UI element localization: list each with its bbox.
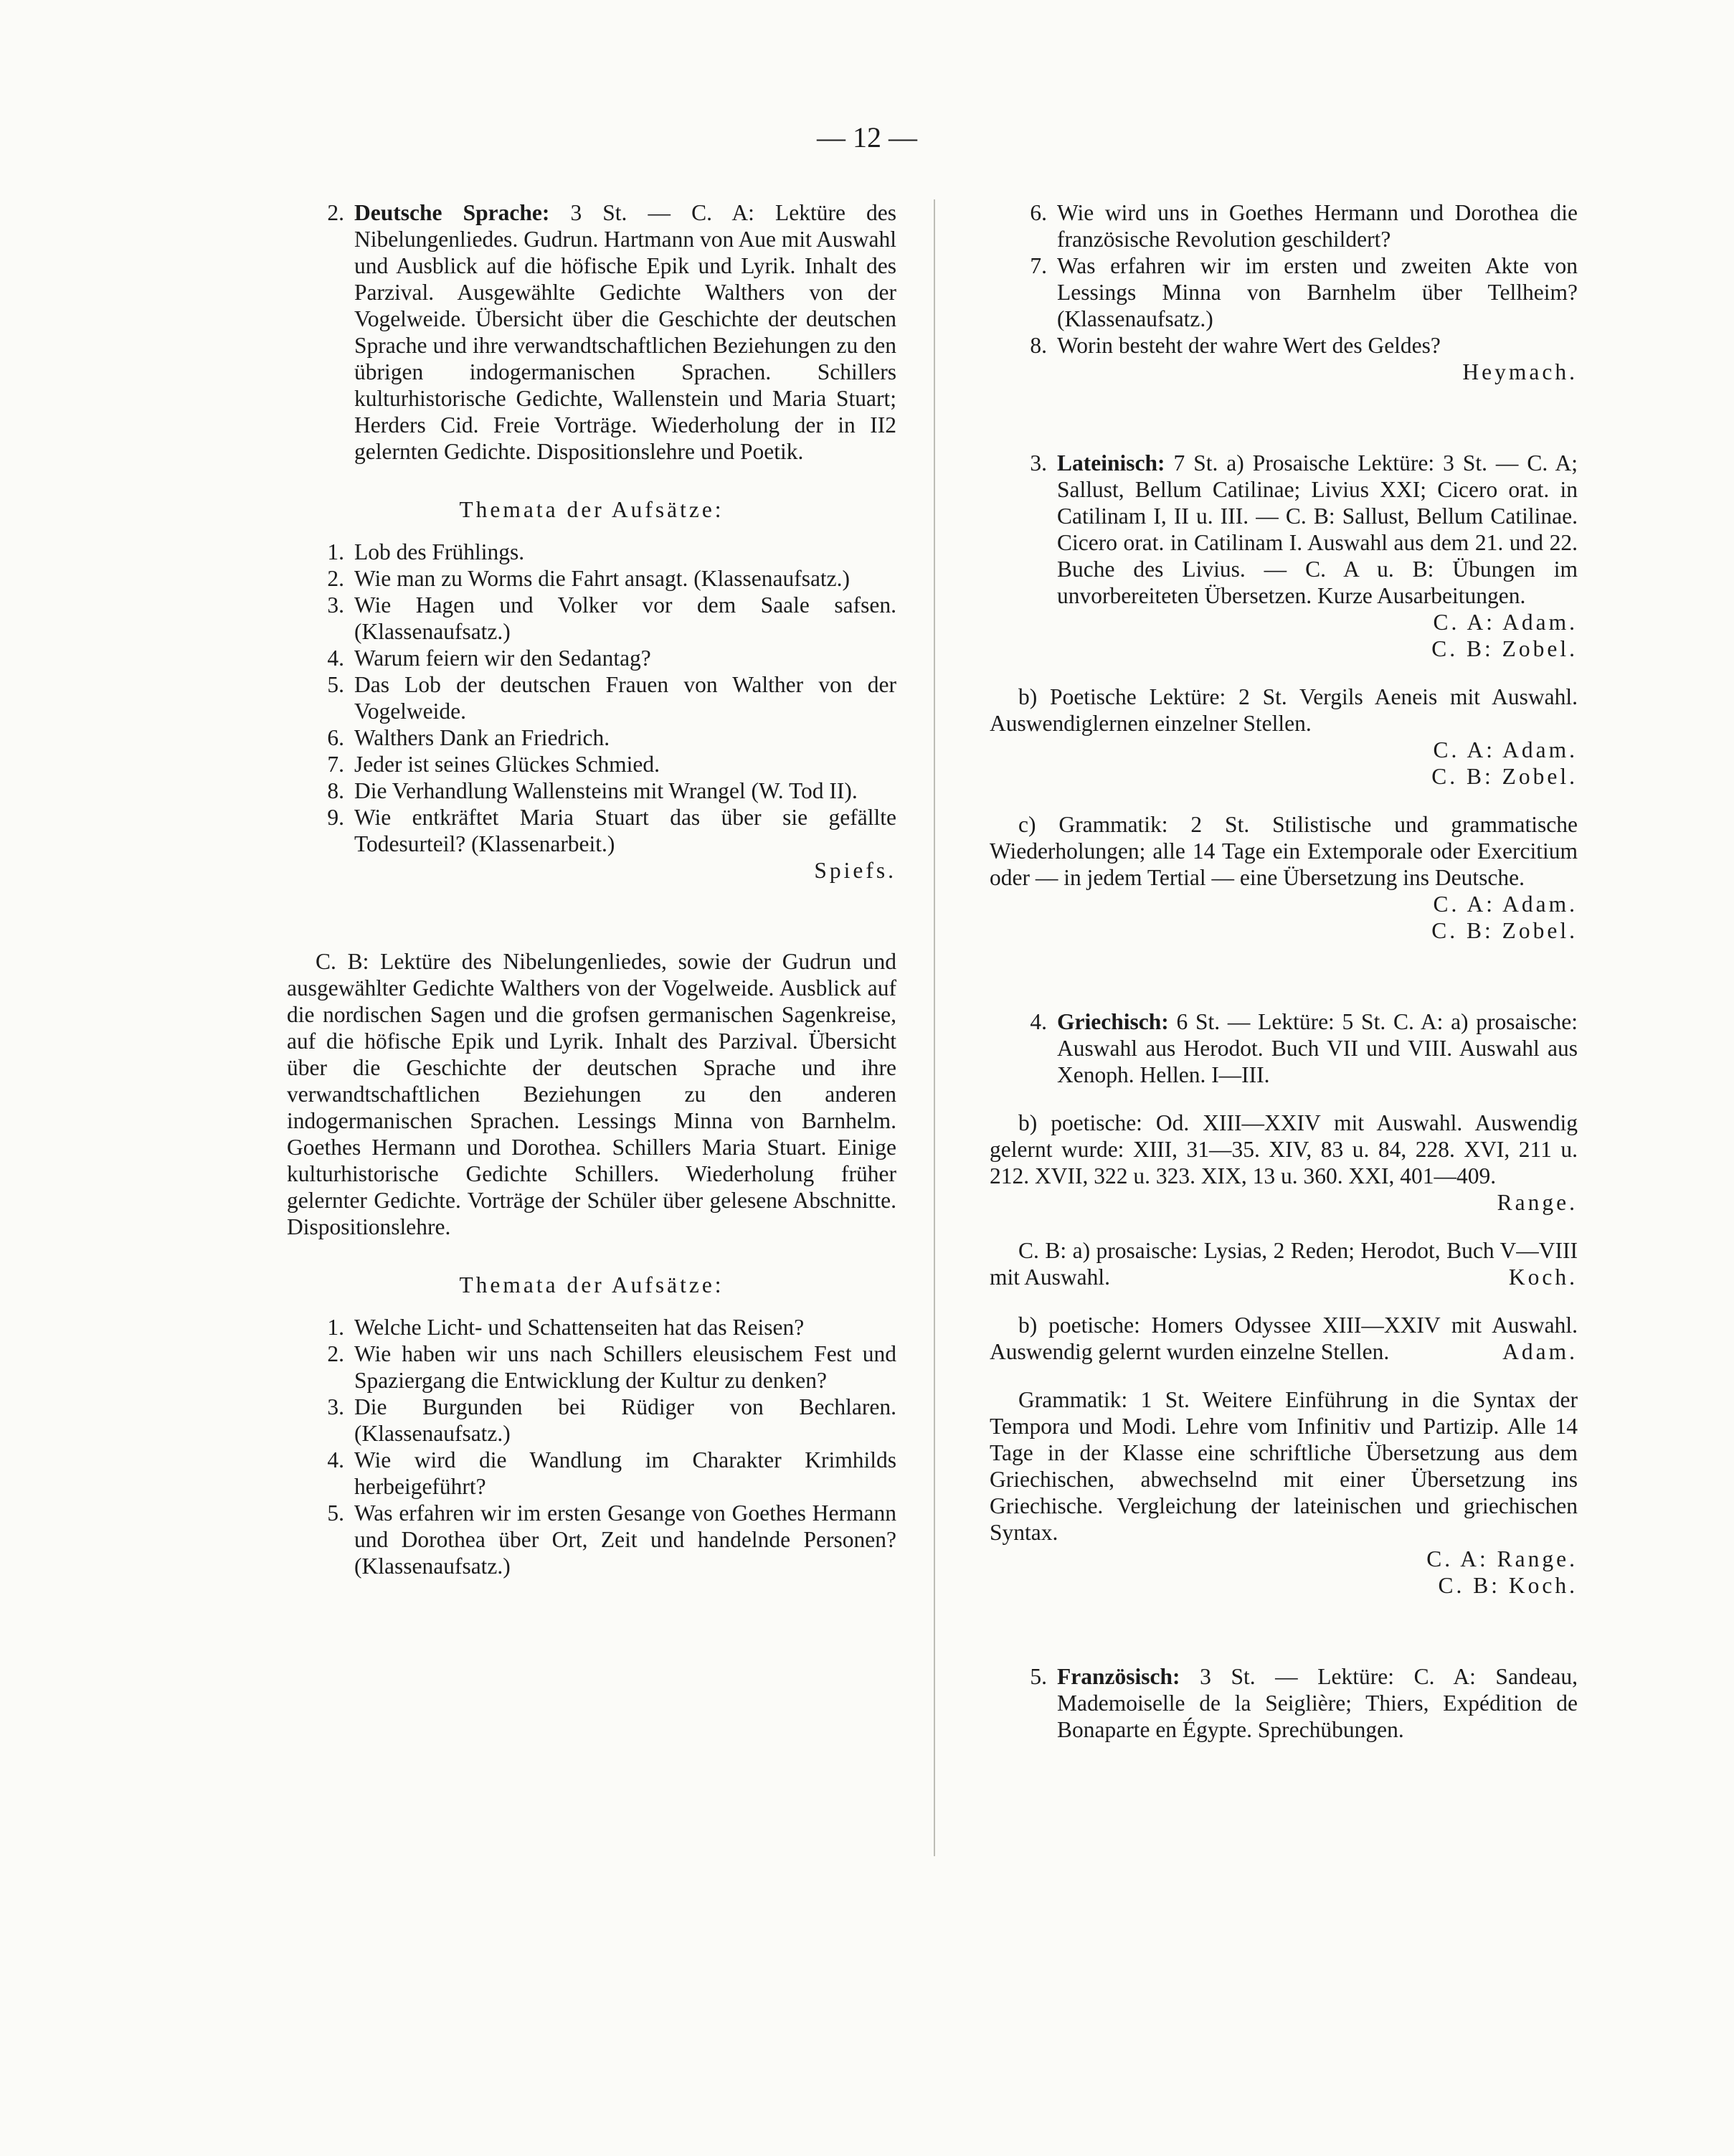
section-text: 3 St. — Lektüre: C. A: Sandeau, Mademoiselle de la Seiglière; Thiers, Expédition de Bonaparte en Égypte. Sprechübungen. <box>1057 1664 1578 1742</box>
greek-cb-poetic: b) poetische: Homers Odyssee XIII—XXIV mit Auswahl. Auswendig gelernt wurden einzelne Stellen. Adam. <box>990 1313 1578 1364</box>
section-text: 7 St. a) Prosaische Lektüre: 3 St. — C. A; Sallust, Bellum Catilinae; Livius XXI; Cicero orat. in Catilinam I, II u. III. — C. B: Sallust, Bellum Catilinae. Cicero orat. in Catilinam I. Auswahl aus dem 21. und 22. Buche des Livius. — C. A u. B: Übungen im unvorbereiteten Übersetzen. Kurze Ausarbeitungen. <box>1057 450 1578 608</box>
teacher-signature: C. B: Zobel. <box>1431 764 1578 789</box>
list-item: 6. Wie wird uns in Goethes Hermann und Dorothea die französische Revolution geschildert? <box>1030 200 1578 252</box>
teacher-signature: C. A: Adam. <box>1433 737 1578 762</box>
section-number: 2. <box>327 200 344 225</box>
themata-list <box>287 539 896 857</box>
list-item: 3. Wie Hagen und Volker vor dem Saale safsen. (Klassenaufsatz.) <box>327 592 896 644</box>
right-column <box>990 199 1578 1743</box>
latin-poetic: b) Poetische Lektüre: 2 St. Vergils Aeneis mit Auswahl. Auswendiglernen einzelner Stellen. <box>990 684 1578 736</box>
teacher-signature: Spiefs. <box>814 858 896 883</box>
greek-poetic: b) poetische: Od. XIII—XXIV mit Auswahl. Auswendig gelernt wurde: XIII, 31—35. XIV, 83 u. 84, 228. XVI, 211 u. 212. XVII, 322 u. 323. XIX, 13 u. 360. XXI, 401—409. <box>990 1110 1578 1188</box>
subject-title: Lateinisch: <box>1057 450 1165 476</box>
greek-cb-prose: C. B: a) prosaische: Lysias, 2 Reden; Herodot, Buch V—VIII mit Auswahl. Koch. <box>990 1238 1578 1290</box>
section-german-cb: C. B: Lektüre des Nibelungenliedes, sowie der Gudrun und ausgewählter Gedichte Walthers von der Vogelweide. Ausblick auf die nordischen Sagen und die grofsen germanischen Sagenkreise, auf die höfische Epik und Lyrik. Inhalt des Parzival. Übersicht über die Geschichte der deutschen Sprache und ihre verwandtschaftlichen Beziehungen zu den anderen indogermanischen Sprachen. Lessings Minna von Barnhelm. Goethes Hermann und Dorothea. Schillers Maria Stuart. Einige kulturhistorische Gedichte Schillers. Wiederholung früher gelernter Gedichte. Vorträge der Schüler über gelesene Abschnitte. Dispositionslehre. <box>287 949 896 1239</box>
latin-grammar: c) Grammatik: 2 St. Stilistische und grammatische Wiederholungen; alle 14 Tage ein Extemporale oder Exercitium oder — in jedem Tertial — eine Übersetzung ins Deutsche. <box>990 812 1578 890</box>
teacher-signature: Adam. <box>1502 1339 1578 1364</box>
subject-title: Französisch: <box>1057 1664 1180 1689</box>
section-text: 6 St. — Lektüre: 5 St. C. A: a) prosaische: Auswahl aus Herodot. Buch VII und VIII. Auswahl aus Xenoph. Hellen. I—III. <box>1057 1009 1578 1087</box>
themata-list-continued <box>990 199 1578 359</box>
section-latin <box>990 450 1578 609</box>
list-item: 9. Wie entkräftet Maria Stuart das über sie gefällte Todesurteil? (Klassenarbeit.) <box>327 805 896 856</box>
list-item: 1. Lob des Frühlings. <box>327 539 525 564</box>
teacher-signature: C. A: Adam. <box>1433 892 1578 917</box>
teacher-signature: C. A: Adam. <box>1433 610 1578 635</box>
teacher-signature: Heymach. <box>1462 359 1578 384</box>
list-item: 6. Walthers Dank an Friedrich. <box>327 725 610 750</box>
page-number: — 12 — <box>817 121 917 153</box>
list-item: 5. Was erfahren wir im ersten Gesange von Goethes Hermann und Dorothea über Ort, Zeit und handelnde Personen? (Klassenaufsatz.) <box>327 1500 896 1579</box>
list-item: 7. Jeder ist seines Glückes Schmied. <box>327 752 660 777</box>
section-number: 4. <box>1030 1009 1047 1034</box>
list-item: 3. Die Burgunden bei Rüdiger von Bechlaren. (Klassenaufsatz.) <box>327 1394 896 1446</box>
themata-heading: Themata der Aufsätze: <box>459 1272 724 1297</box>
list-item: 5. Das Lob der deutschen Frauen von Walther von der Vogelweide. <box>327 672 896 724</box>
section-number: 3. <box>1030 450 1047 476</box>
greek-grammar: Grammatik: 1 St. Weitere Einführung in die Syntax der Tempora und Modi. Lehre vom Infinitiv und Partizip. Alle 14 Tage in der Klasse eine schriftliche Übersetzung aus dem Griechischen, abwechselnd mit einer Übersetzung ins Griechische. Vergleichung der lateinischen und griechischen Syntax. <box>990 1387 1578 1545</box>
column-divider <box>934 199 935 1856</box>
themata-heading: Themata der Aufsätze: <box>459 497 724 522</box>
themata-list <box>287 1314 896 1579</box>
teacher-signature: C. B: Zobel. <box>1431 918 1578 943</box>
list-item: 1. Welche Licht- und Schattenseiten hat das Reisen? <box>327 1315 805 1340</box>
list-item: 4. Warum feiern wir den Sedantag? <box>327 646 651 671</box>
list-item: 4. Wie wird die Wandlung im Charakter Krimhilds herbeigeführt? <box>327 1447 896 1499</box>
teacher-signature: C. A: Range. <box>1426 1546 1578 1571</box>
section-french <box>990 1663 1578 1743</box>
subject-title: Deutsche Sprache: <box>354 200 550 225</box>
teacher-signature: C. B: Zobel. <box>1431 636 1578 661</box>
list-item: 2. Wie haben wir uns nach Schillers eleusischem Fest und Spaziergang die Entwicklung der Kultur zu denken? <box>327 1341 896 1393</box>
list-item: 2. Wie man zu Worms die Fahrt ansagt. (Klassenaufsatz.) <box>327 566 851 591</box>
section-greek <box>990 1008 1578 1088</box>
section-german <box>287 199 896 465</box>
teacher-signature: Koch. <box>1508 1264 1578 1290</box>
list-item: 8. Worin besteht der wahre Wert des Geldes? <box>1030 333 1441 358</box>
teacher-signature: Range. <box>1497 1190 1578 1215</box>
teacher-signature: C. B: Koch. <box>1438 1573 1578 1598</box>
section-number: 5. <box>1030 1664 1047 1689</box>
section-text: 3 St. — C. A: Lektüre des Nibelungenliedes. Gudrun. Hartmann von Aue mit Auswahl und Ausblick auf die höfische Epik und Lyrik. Inhalt des Parzival. Ausgewählte Gedichte Walthers von der Vogelweide. Übersicht über die Geschichte der deutschen Sprache und ihre verwandtschaftlichen Beziehungen zu den übrigen indogermanischen Sprachen. Schillers kulturhistorische Gedichte, Wallenstein und Maria Stuart; Herders Cid. Freie Vorträge. Wiederholung der in II2 gelernten Gedichte. Dispositionslehre und Poetik. <box>354 200 897 464</box>
list-item: 8. Die Verhandlung Wallensteins mit Wrangel (W. Tod II). <box>327 778 858 803</box>
left-column <box>287 199 896 1579</box>
list-item: 7. Was erfahren wir im ersten und zweiten Akte von Lessings Minna von Barnhelm über Tellheim? (Klassenaufsatz.) <box>1030 253 1578 331</box>
subject-title: Griechisch: <box>1057 1009 1169 1034</box>
